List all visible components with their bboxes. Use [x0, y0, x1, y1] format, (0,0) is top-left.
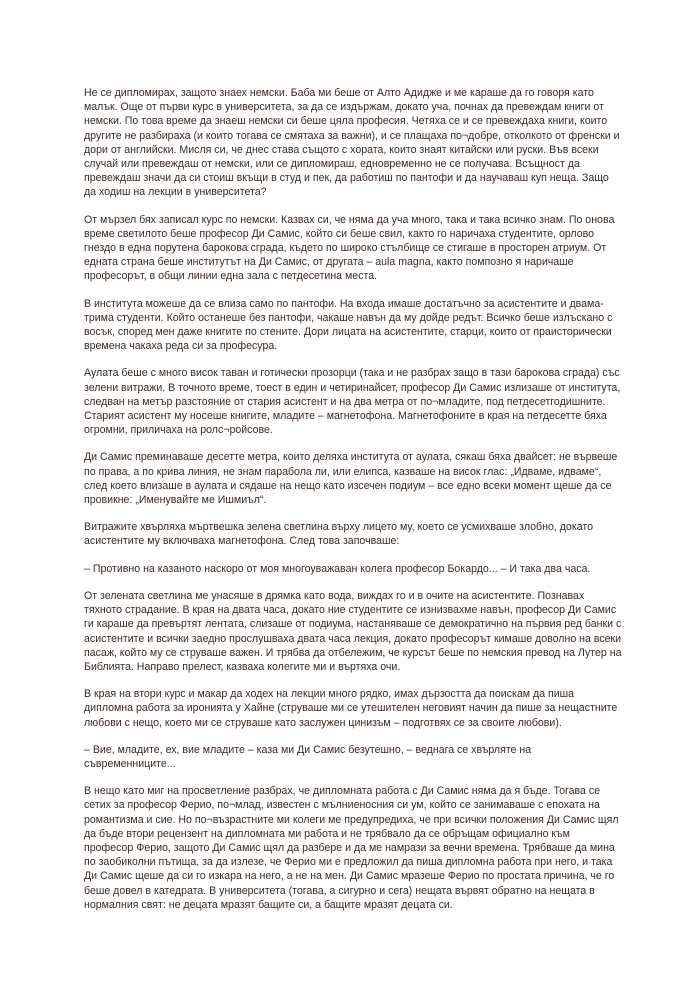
paragraph: В института можеше да се влиза само по пантофи. На входа имаше достатъчно за асистентите и двама-трима студенти. Който останеше без пантофи, чакаше навън да му дойде редът. Всичко беше излъскано с восък, според мен даже книгите по стените. Дори лицата на асистентите, старци, които от праисторически времена чакаха реда си за професура.: [84, 297, 613, 353]
paragraph: В нещо като миг на просветление разбрах, че дипломната работа с Ди Самис няма да я бъде. Тогава се сетих за професор Ферио, по¬млад, известен с мълниеносния си ум, който се занимаваше с епохата на романтизма и сие. Но по¬възрастните ми колеги ме предупредиха, че при всички положения Ди Самис щял да бъде втори рецензент на дипломната ми работа и не трябвало да се обръщам официално към професор Ферио, защото Ди Самис щял да разбере и да ме намрази за вечни времена. Трябваше да мина по заобиколни пътища, за да излезе, че Ферио ми е предложил да пиша дипломна работа при него, и така Ди Самис щеше да си го изкара на него, а не на мен. Ди Самис мразеше Ферио по простата причина, че го беше довел в катедрата. В университета (тогава, а сигурно и сега) нещата вървят обратно на нещата в нормалния свят: не децата мразят бащите си, а бащите мразят децата си.: [84, 785, 619, 911]
paragraph: От зелената светлина ме унасяше в дрямка като вода, виждах го и в очите на асистентите. Познавах тяхното страдание. В края на двата часа, докато ние студентите се изнизвахме навън, професор Ди Самис ги караше да превъртят лентата, слизаше от подиума, настаняваше се демократично на първия ред банки с асистентите и всички заедно прослушваха двата часа лекция, докато професорът кимаше доволно на всеки пасаж, който му се струваше важен. И трябва да отбележим, че курсът беше по немския превод на Лутер на Библията. Направо прелест, казваха колегите ми и въртяха очи.: [84, 589, 622, 673]
paragraph: Не се дипломирах, защото знаех немски. Баба ми беше от Алто Адидже и ме караше да го говоря като малък. Още от първи курс в университета, за да се издържам, докато уча, почнах да превеждам книги от немски. По това време да знаеш немски си беше цяла професия. Четяха се и се превеждаха книги, които другите не разбираха (и които тогава се смятаха за важни), и се плащаха по¬добре, отколкото от френски и дори от английски. Мисля си, че днес става същото с хората, които знаят китайски или руски. Във всеки случай или превеждаш от немски, или се дипломираш, едновременно не се получава. Всъщност да превеждаш значи да си стоиш вкъщи в студ и пек, да работиш по пантофи и да научаваш куп неща. Защо да ходиш на лекции в университета?: [84, 87, 620, 199]
document-body: [84, 86, 622, 925]
paragraph: В края на втори курс и макар да ходех на лекции много рядко, имах дързостта да поискам да пиша дипломна работа за иронията у Хайне (струваше ми се утешителен неговият начин да пише за нещастните любови с нещо, което ми се струваше като заслужен цинизъм – подготвях се за своите любови).: [84, 688, 618, 729]
paragraph: – Противно на казаното наскоро от моя многоуважаван колега професор Бокардо... – И така два часа.: [84, 562, 591, 575]
paragraph: Витражите хвърляха мъртвешка зелена светлина върху лицето му, което се усмихваше злобно, докато асистентите му включваха магнетофона. След това започваше:: [84, 521, 593, 548]
paragraph: Ди Самис преминаваше десетте метра, които деляха института от аулата, сякаш бяха двайсет: не вървеше по права, а по крива линия, не знам парабола ли, или елипса, казваше на висок глас: „Идваме, идваме“, след което влизаше в аулата и сядаше на нещо като изсечен подиум – все едно всеки момент щеше да се провикне: „Именувайте ме Ишмиъл“.: [84, 451, 618, 507]
paragraph: – Вие, младите, ех, вие младите – каза ми Ди Самис безутешно, – веднага се хвърляте на съвременниците...: [84, 743, 532, 770]
paragraph: Аулата беше с много висок таван и готически прозорци (така и не разбрах защо в тази барокова сграда) със зелени витражи. В точното време, тоест в един и четиринайсет, професор Ди Самис излизаше от института, следван на метър разстояние от стария асистент и на два метра от по¬младите, под петдесетгодишните. Старият асистент му носеше книгите, младите – магнетофона. Магнетофоните в края на петдесетте бяха огромни, приличаха на ролс¬ройсове.: [84, 367, 621, 437]
paragraph: От мързел бях записал курс по немски. Казвах си, че няма да уча много, така и така всичко знам. По онова време светилото беше професор Ди Самис, който си беше свил, както го наричаха студентите, орлово гнездо в една порутена барокова сграда, където по широко стълбище се стигаше в просторен атриум. От едната страна беше институтът на Ди Самис, от другата – aula magna, както помпозно я наричаше професорът, в общи линии една зала с петдесетина места.: [84, 213, 615, 283]
